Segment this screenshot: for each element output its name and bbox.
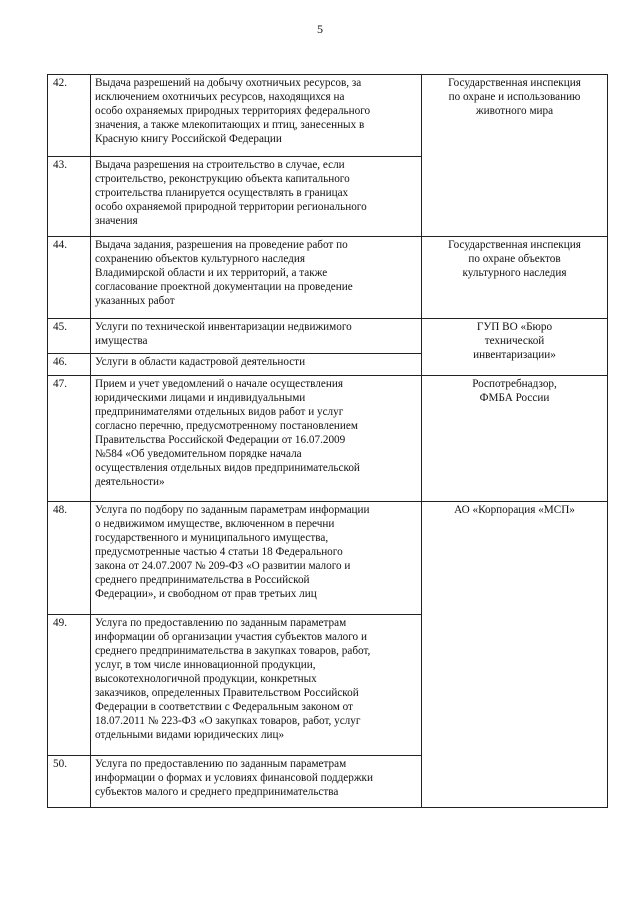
service-description: Прием и учет уведомлений о начале осуществления юридическими лицами и индивидуальными предпринимателями отдельных видов работ и услуг согласно перечню, предусмотренному постановлением Правительства Российской Федерации от 16.07.2009 №584 «Об уведомительном порядке начала осуществления отдельных видов предпринимательской деятельности» [91,376,422,502]
row-number: 47. [48,376,91,502]
responsible-organization: ГУП ВО «Бюро технической инвентаризации» [422,319,608,376]
responsible-organization: Роспотребнадзор, ФМБА России [422,376,608,502]
responsible-organization: Государственная инспекция по охране объектов культурного наследия [422,237,608,319]
service-description: Выдача задания, разрешения на проведение работ по сохранению объектов культурного наследия Владимирской области и их территорий, а также согласование проектной документации на проведение указанных работ [91,237,422,319]
row-number: 48. [48,502,91,615]
row-number: 45. [48,319,91,354]
responsible-organization: АО «Корпорация «МСП» [422,502,608,808]
table-row [48,376,608,502]
row-number: 42. [48,75,91,157]
row-number: 44. [48,237,91,319]
row-number: 49. [48,615,91,756]
table-row [48,319,608,354]
service-description: Услуга по предоставлению по заданным параметрам информации о формах и условиях финансовой поддержки субъектов малого и среднего предпринимательства [91,756,422,808]
table-row [48,237,608,319]
page-number: 5 [317,22,323,36]
services-table [47,74,608,808]
service-description: Услуга по подбору по заданным параметрам информации о недвижимом имуществе, включенном в перечни государственного и муниципального имущества, предусмотренные частью 4 статьи 18 Федерального закона от 24.07.2007 № 209-ФЗ «О развитии малого и среднего предпринимательства в Российской Федерации», и свободном от прав третьих лиц [91,502,422,615]
row-number: 50. [48,756,91,808]
service-description: Услуги по технической инвентаризации недвижимого имущества [91,319,422,354]
service-description: Выдача разрешений на добычу охотничьих ресурсов, за исключением охотничьих ресурсов, находящихся на особо охраняемых природных территориях федерального значения, а также млекопитающих и птиц, занесенных в Красную книгу Российской Федерации [91,75,422,157]
service-description: Услуги в области кадастровой деятельности [91,354,422,376]
service-description: Услуга по предоставлению по заданным параметрам информации об организации участия субъектов малого и среднего предпринимательства в закупках товаров, работ, услуг, в том числе инновационной продукции, высокотехнологичной продукции, конкретных заказчиков, определенных Правительством Российской Федерации в соответствии с Федеральным законом от 18.07.2011 № 223-ФЗ «О закупках товаров, работ, услуг отдельными видами юридических лиц» [91,615,422,756]
row-number: 43. [48,157,91,237]
responsible-organization: Государственная инспекция по охране и использованию животного мира [422,75,608,237]
row-number: 46. [48,354,91,376]
table-row [48,502,608,615]
table-row [48,75,608,157]
service-description: Выдача разрешения на строительство в случае, если строительство, реконструкцию объекта капитального строительства планируется осуществлять в границах особо охраняемой природной территории регионального значения [91,157,422,237]
